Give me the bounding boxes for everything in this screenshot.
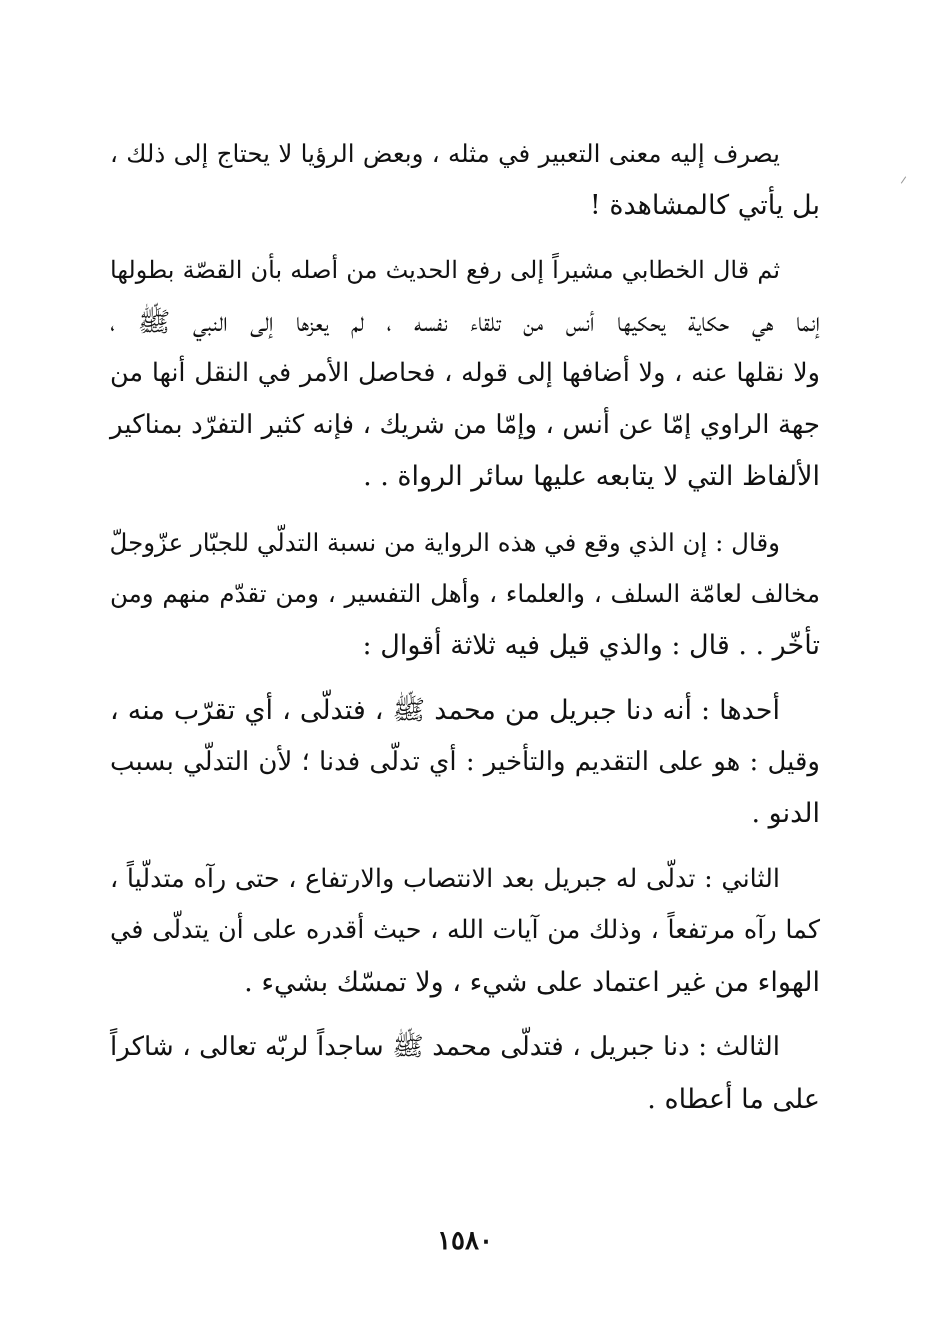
paragraph — [110, 517, 820, 672]
paragraph — [110, 128, 820, 231]
text-line: ولا نقلها عنه ، ولا أضافها إلى قوله ، فحاصل الأمر في النقل أنها من — [110, 358, 820, 388]
text-line: وقيل : هو على التقديم والتأخير : أي تدلّى فدنا ؛ لأن التدلّي بسبب — [110, 746, 820, 777]
scan-speck — [901, 176, 906, 183]
text-line: الدنو . — [751, 798, 820, 829]
text-line: ثم قال الخطابي مشيراً إلى رفع الحديث من أصله بأن القصّة بطولها — [110, 256, 780, 284]
text-line: أحدها : أنه دنا جبريل من محمد ﷺ ، فتدلّى ، أي تقرّب منه ، — [110, 695, 780, 726]
text-line: بل يأتي كالمشاهدة ! — [589, 189, 820, 221]
text-line: كما رآه مرتفعاً ، وذلك من آيات الله ، حيث أقدره على أن يتدلّى في — [110, 915, 820, 945]
text-line: الثالث : دنا جبريل ، فتدلّى محمد ﷺ ساجداً لربّه تعالى ، شاكراً — [110, 1032, 780, 1062]
text-line: يصرف إليه معنى التعبير في مثله ، وبعض الرؤيا لا يحتاج إلى ذلك ، — [110, 139, 780, 168]
text-line: وقال : إن الذي وقع في هذه الرواية من نسبة التدلّي للجبّار عزّوجلّ — [109, 527, 780, 557]
text-line: إنما هي حكاية يحكيها أنس من تلقاء نفسه ، لم يعزها إلى النبي ﷺ ، — [110, 306, 820, 338]
page-body — [110, 128, 820, 1139]
text-line: مخالف لعامّة السلف ، والعلماء ، وأهل التفسير ، ومن تقدّم منهم ومن — [110, 579, 820, 608]
text-line: الألفاظ التي لا يتابعه عليها سائر الرواة . . — [363, 461, 820, 492]
paragraph — [110, 685, 820, 840]
text-line: تأخّر . . قال : والذي قيل فيه ثلاثة أقوال : — [362, 629, 820, 661]
text-line: على ما أعطاه . — [647, 1083, 820, 1115]
page-number: ١٥٨٠ — [437, 1226, 493, 1256]
paragraph — [110, 1022, 820, 1125]
text-line: الثاني : تدلّى له جبريل بعد الانتصاب والارتفاع ، حتى رآه متدلّياً ، — [110, 863, 780, 894]
paragraph — [110, 854, 820, 1009]
paragraph — [110, 245, 820, 503]
text-line: جهة الراوي إمّا عن أنس ، وإمّا من شريك ، فإنه كثير التفرّد بمناكير — [110, 409, 820, 440]
text-line: الهواء من غير اعتماد على شيء ، ولا تمسّك بشيء . — [244, 966, 820, 998]
